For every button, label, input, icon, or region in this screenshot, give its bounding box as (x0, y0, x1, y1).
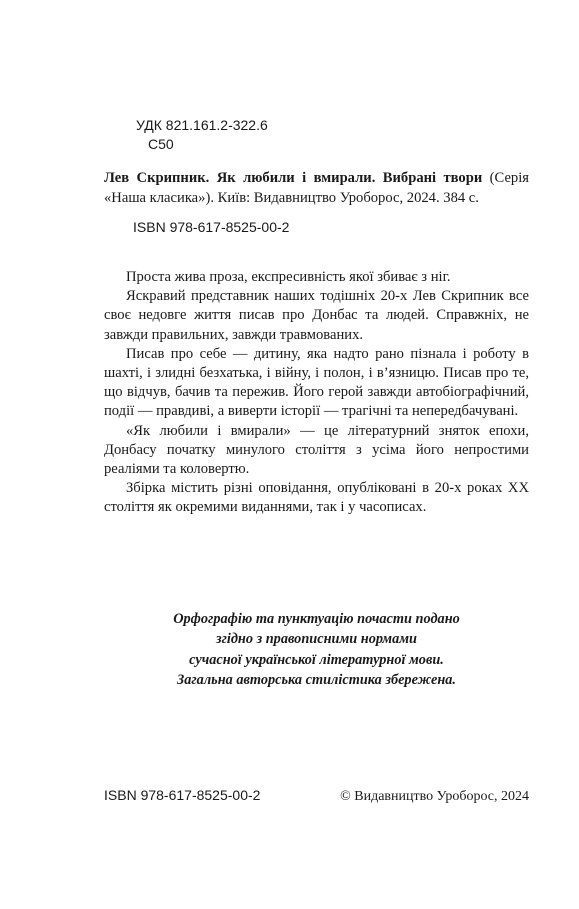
classification-block (136, 116, 268, 154)
editorial-note-line: сучасної української літературної мови. (189, 651, 444, 668)
editorial-note-line: Орфографію та пунктуацію почасти подано (173, 611, 460, 627)
editorial-note (104, 609, 529, 690)
annotation (104, 268, 529, 518)
isbn-top: ISBN 978-617-8525-00-2 (133, 219, 290, 235)
editorial-note-line: Загальна авторська стилістика збережена. (176, 671, 457, 688)
author-and-title: Лев Скрипник. Як любили і вмирали. Вибрані твори (104, 170, 483, 186)
annotation-paragraph: Збірка містить різні оповідання, опубліковані в 20-х роках XX століття як окремими виданнями, так і у часописах. (104, 480, 529, 516)
annotation-paragraph: Яскравий представник наших тодішніх 20-х Лев Скрипник все своє недовге життя писав про Донбас та людей. Справжніх, не завжди правильних, завжди травмованих. (104, 288, 529, 343)
author-sign-code: С50 (148, 136, 174, 152)
series-publisher-info: (Серія «Наша класика»). Київ: Видавництво Уроборос, 2024. 384 с. (104, 170, 529, 206)
udk-code: УДК 821.161.2-322.6 (136, 117, 268, 133)
footer-isbn: ISBN 978-617-8525-00-2 (104, 787, 261, 803)
annotation-paragraph: Писав про себе — дитину, яка надто рано пізнала і роботу в шахті, і злидні безхатька, і війну, і полон, і в’язницю. Писав про те, що відчув, бачив та пережив. Його герой завжди автобіографічний, події — правдиві, а виверти історії — трагічні та непередбачувані. (104, 345, 529, 420)
footer-copyright: © Видавництво Уроборос, 2024 (340, 789, 529, 804)
bibliographic-description (104, 168, 529, 208)
annotation-paragraph: Проста жива проза, експресивність якої збиває з ніг. (126, 269, 451, 285)
annotation-paragraph: «Як любили і вмирали» — це літературний зняток епохи, Донбасу початку минулого століття з усіма його непростими реаліями та коловертю. (104, 422, 529, 478)
editorial-note-line: згідно з правописними нормами (216, 631, 417, 648)
